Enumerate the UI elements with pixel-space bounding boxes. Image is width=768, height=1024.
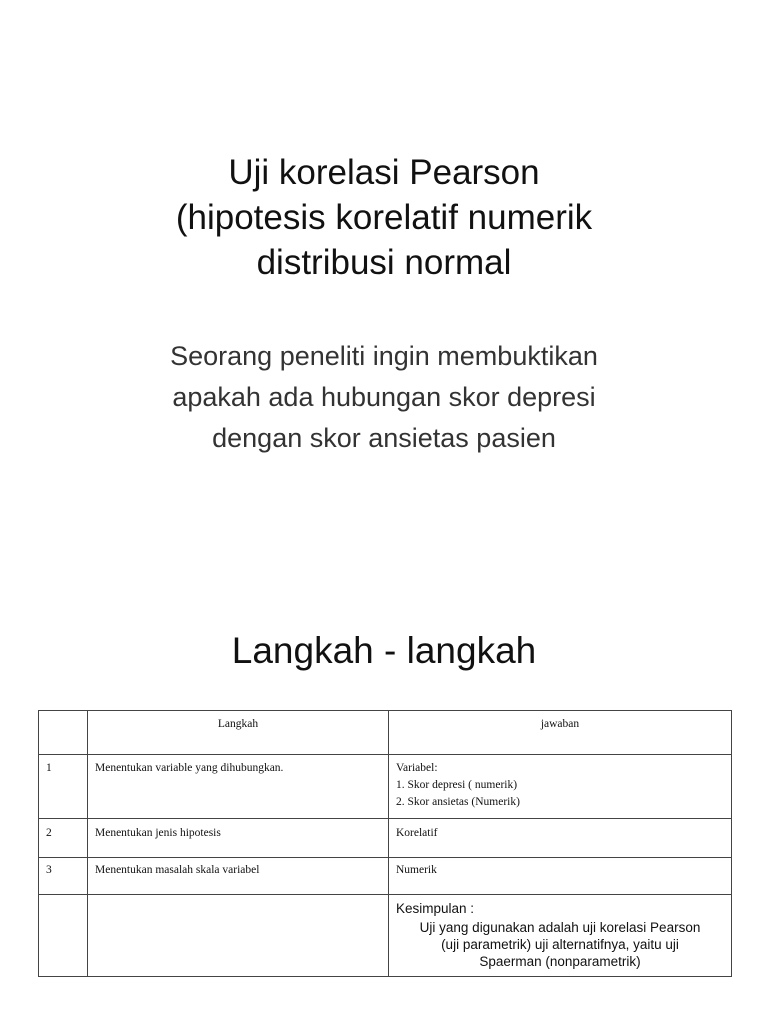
conclusion-line: Uji yang digunakan adalah uji korelasi Pearson [419,920,701,935]
conclusion-line: (uji parametrik) uji alternatifnya, yaitu uji [441,937,679,952]
table-row [39,819,732,858]
table-row-conclusion [39,895,732,977]
conclusion-line: Spaerman (nonparametrik) [479,954,641,969]
row-number: 1 [39,755,88,819]
row-number: 2 [39,819,88,858]
conclusion-body [396,919,724,970]
table-row [39,858,732,895]
row-step: Menentukan masalah skala variabel [88,858,389,895]
row-step: Menentukan variable yang dihubungkan. [88,755,389,819]
answer-line: Variabel: [396,762,438,774]
section-heading: Langkah - langkah [231,630,537,671]
steps-table [38,710,732,977]
slide-subtitle [0,336,768,459]
slide-subtitle-line-3: dengan skor ansietas pasien [212,423,556,453]
row-number: 3 [39,858,88,895]
row-step-empty [88,895,389,977]
slide-subtitle-line-1: Seorang peneliti ingin membuktikan [170,341,598,371]
answer-line: 2. Skor ansietas (Numerik) [396,796,520,808]
header-jawaban: jawaban [389,711,732,755]
answer-line: Korelatif [396,827,438,839]
row-answer [389,819,732,858]
slide-title-line-3: distribusi normal [256,243,512,282]
slide-title [0,150,768,285]
header-langkah: Langkah [88,711,389,755]
row-step: Menentukan jenis hipotesis [88,819,389,858]
header-number [39,711,88,755]
table-header-row [39,711,732,755]
conclusion-title: Kesimpulan : [396,901,475,916]
row-answer [389,755,732,819]
slide-title-line-2: (hipotesis korelatif numerik [175,198,593,237]
answer-line: 1. Skor depresi ( numerik) [396,779,518,791]
row-number-empty [39,895,88,977]
slide-title-line-1: Uji korelasi Pearson [228,153,540,192]
conclusion-cell [389,895,732,977]
answer-line: Numerik [396,864,437,876]
slide-subtitle-line-2: apakah ada hubungan skor depresi [172,382,596,412]
row-answer [389,858,732,895]
table-row [39,755,732,819]
